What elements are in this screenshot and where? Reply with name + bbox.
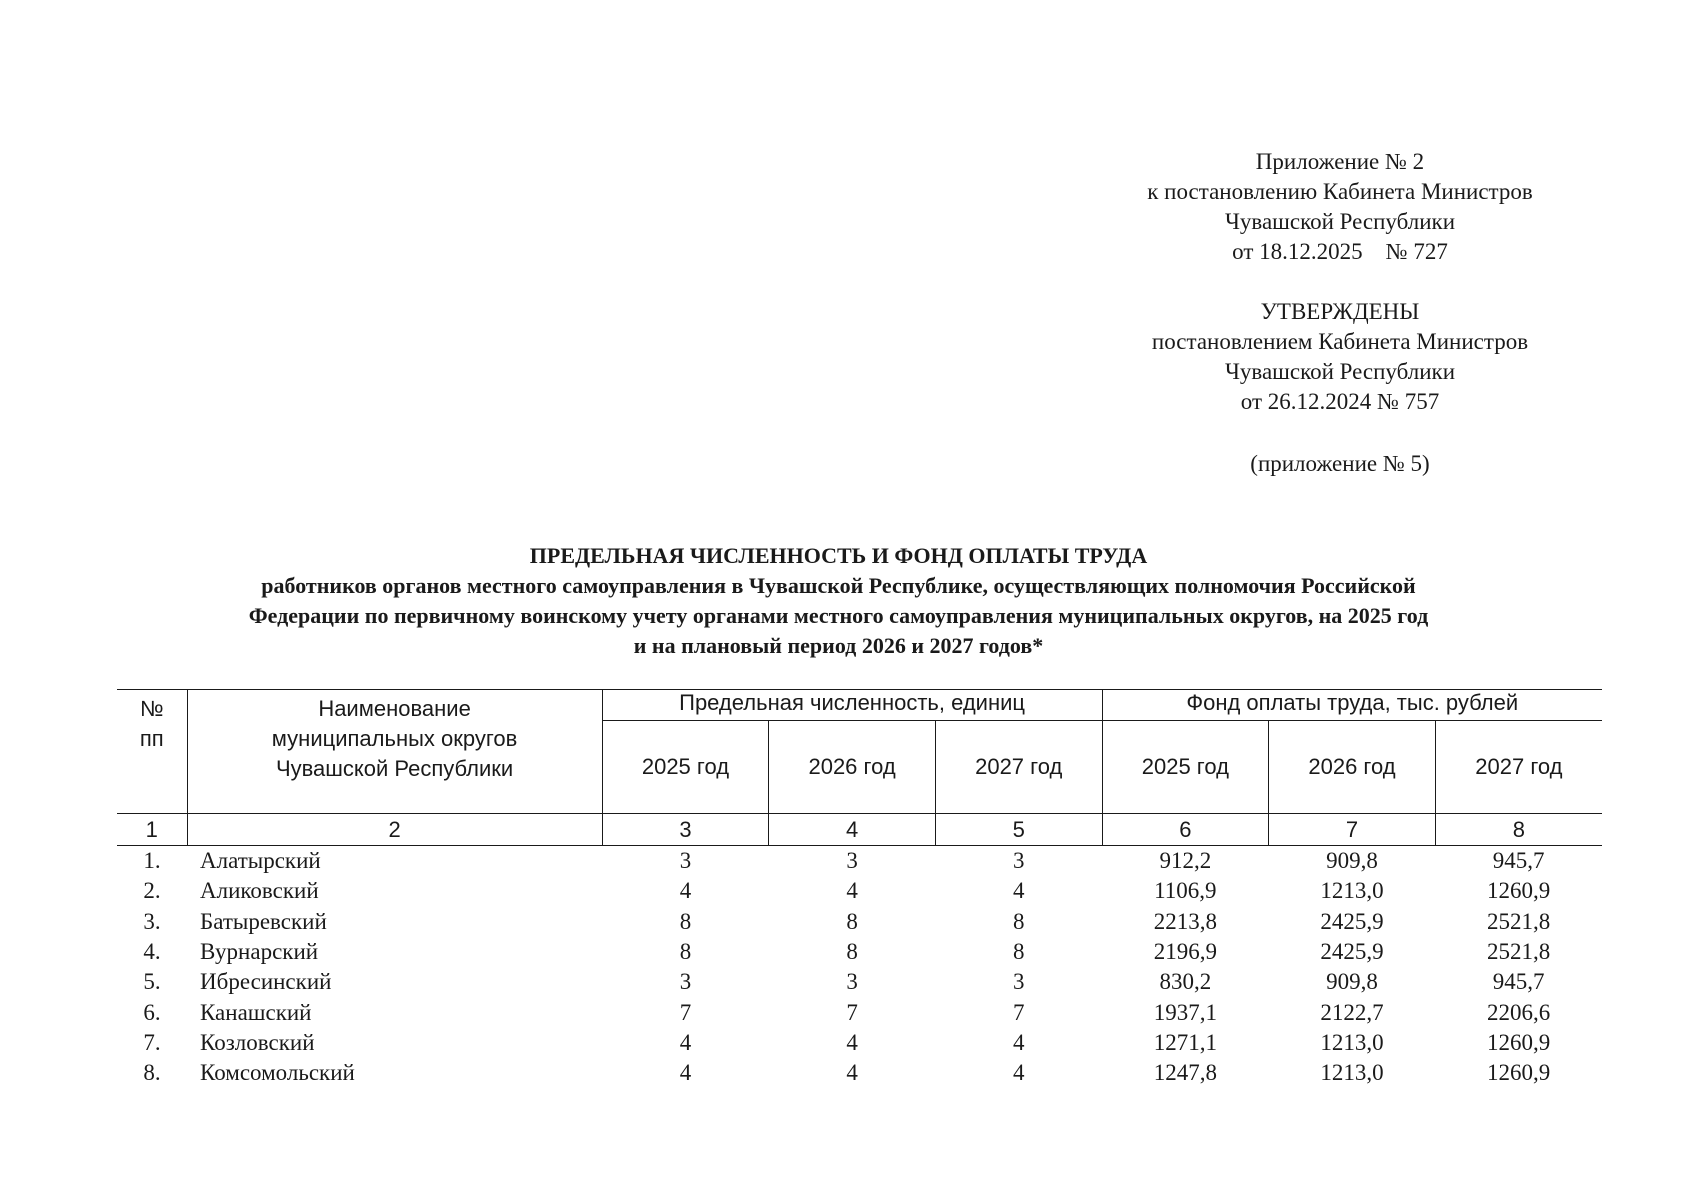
- row-number: 5.: [143, 969, 161, 995]
- header-fund-group: Фонд оплаты труда, тыс. рублей: [1102, 690, 1602, 721]
- fund-2025: 912,2: [1159, 848, 1212, 874]
- staff-2026: 3: [846, 848, 858, 874]
- column-index: 5: [935, 814, 1102, 846]
- fund-2026: 909,8: [1326, 969, 1378, 995]
- row-number: 7.: [143, 1029, 161, 1055]
- row-number: 2.: [143, 878, 161, 904]
- header-name-line: Наименование: [318, 696, 471, 721]
- approval-line: от 26.12.2024 № 757: [1240, 389, 1440, 414]
- column-index-row: [117, 814, 1602, 846]
- appendix-stamp: [1080, 147, 1600, 267]
- row-number: 1.: [143, 848, 161, 874]
- table-row: [117, 876, 1602, 906]
- district-name: Аликовский: [200, 878, 319, 904]
- district-name: Алатырский: [200, 848, 321, 874]
- staff-2026: 4: [846, 1029, 858, 1055]
- fund-2026: 2122,7: [1320, 999, 1384, 1025]
- staff-2025: 8: [679, 939, 692, 965]
- fund-2025: 1937,1: [1153, 999, 1217, 1025]
- fund-2027: 2521,8: [1487, 939, 1551, 965]
- reference-note: [1080, 449, 1600, 479]
- title-main: ПРЕДЕЛЬНАЯ ЧИСЛЕННОСТЬ И ФОНД ОПЛАТЫ ТРУДА: [529, 543, 1148, 568]
- row-number: 6.: [143, 999, 161, 1025]
- staff-2026: 3: [846, 969, 858, 995]
- column-index: 1: [117, 814, 187, 846]
- appendix-line: от 18.12.2025 № 727: [1232, 239, 1448, 264]
- table-row: [117, 967, 1602, 997]
- fund-2026: 2425,9: [1320, 939, 1384, 965]
- row-number: 4.: [143, 939, 161, 965]
- row-number: 3.: [143, 908, 161, 934]
- staff-2026: 7: [846, 999, 858, 1025]
- fund-2026: 1213,0: [1320, 1029, 1384, 1055]
- fund-2027: 1260,9: [1487, 1060, 1551, 1086]
- title-sub-line: Федерации по первичному воинскому учету органами местного самоуправления муниципальных округов, на 2025 год: [248, 603, 1429, 628]
- staff-2026: 8: [846, 908, 858, 934]
- fund-2027: 945,7: [1492, 848, 1545, 874]
- table-row: [117, 1058, 1602, 1088]
- header-year: 2026 год: [1269, 721, 1436, 814]
- header-name: [187, 690, 602, 814]
- staff-2027: 8: [1012, 939, 1025, 965]
- column-index: 8: [1435, 814, 1602, 846]
- limits-table: [117, 689, 1602, 1088]
- staff-2025: 4: [679, 878, 692, 904]
- district-name: Вурнарский: [200, 939, 319, 965]
- column-index: 7: [1269, 814, 1436, 846]
- fund-2027: 1260,9: [1487, 1029, 1551, 1055]
- staff-2025: 3: [679, 848, 692, 874]
- header-year: 2027 год: [935, 721, 1102, 814]
- staff-2025: 7: [679, 999, 692, 1025]
- staff-2025: 4: [679, 1060, 692, 1086]
- approval-line: постановлением Кабинета Министров: [1151, 329, 1529, 354]
- district-name: Ибресинский: [200, 969, 332, 995]
- appendix-line: Приложение № 2: [1255, 149, 1425, 174]
- staff-2027: 3: [1012, 969, 1025, 995]
- staff-2027: 4: [1012, 1060, 1025, 1086]
- header-year: 2026 год: [769, 721, 936, 814]
- district-name: Батыревский: [200, 908, 327, 934]
- header-year: 2027 год: [1435, 721, 1602, 814]
- fund-2025: 2196,9: [1153, 939, 1217, 965]
- staff-2025: 3: [679, 969, 692, 995]
- header-number-line: пп: [139, 726, 164, 751]
- header-number-line: №: [139, 696, 164, 721]
- approval-line: Чувашской Республики: [1224, 359, 1456, 384]
- appendix-line: Чувашской Республики: [1224, 209, 1456, 234]
- staff-2025: 4: [679, 1029, 692, 1055]
- fund-2027: 2206,6: [1487, 999, 1551, 1025]
- staff-2026: 8: [846, 939, 858, 965]
- column-index: 6: [1102, 814, 1269, 846]
- fund-2027: 2521,8: [1487, 908, 1551, 934]
- fund-2025: 1247,8: [1153, 1060, 1217, 1086]
- fund-2025: 1271,1: [1153, 1029, 1217, 1055]
- approval-line: УТВЕРЖДЕНЫ: [1260, 299, 1420, 324]
- header-name-line: Чувашской Республики: [275, 756, 514, 781]
- approval-stamp: [1080, 297, 1600, 417]
- staff-2026: 4: [846, 1060, 858, 1086]
- column-index: 2: [187, 814, 602, 846]
- table-row: [117, 997, 1602, 1027]
- district-name: Козловский: [200, 1029, 315, 1055]
- fund-2025: 1106,9: [1154, 878, 1217, 904]
- fund-2027: 1260,9: [1487, 878, 1551, 904]
- district-name: Комсомольский: [200, 1060, 355, 1086]
- fund-2026: 1213,0: [1320, 878, 1384, 904]
- column-index: 3: [602, 814, 769, 846]
- staff-2025: 8: [679, 908, 692, 934]
- fund-2026: 909,8: [1326, 848, 1378, 874]
- staff-2027: 4: [1012, 878, 1025, 904]
- row-number: 8.: [143, 1060, 161, 1086]
- title-sub-line: работников органов местного самоуправления в Чувашской Республике, осуществляющих полномочия Российской: [261, 573, 1416, 598]
- staff-2027: 8: [1012, 908, 1025, 934]
- column-index: 4: [769, 814, 936, 846]
- table-row: [117, 846, 1602, 877]
- header-year: 2025 год: [602, 721, 769, 814]
- header-staff-group: Предельная численность, единиц: [602, 690, 1102, 721]
- fund-2025: 2213,8: [1153, 908, 1217, 934]
- staff-2027: 7: [1012, 999, 1025, 1025]
- fund-2026: 2425,9: [1320, 908, 1384, 934]
- fund-2025: 830,2: [1159, 969, 1212, 995]
- appendix-line: к постановлению Кабинета Министров: [1147, 179, 1533, 204]
- table-row: [117, 937, 1602, 967]
- staff-2027: 3: [1012, 848, 1025, 874]
- table-row: [117, 1028, 1602, 1058]
- table-row: [117, 907, 1602, 937]
- title-sub-line: и на плановый период 2026 и 2027 годов*: [633, 633, 1044, 658]
- staff-2027: 4: [1012, 1029, 1025, 1055]
- reference-line: (приложение № 5): [1250, 451, 1430, 476]
- document-title: [120, 541, 1557, 661]
- fund-2027: 945,7: [1492, 969, 1545, 995]
- district-name: Канашский: [200, 999, 312, 1025]
- staff-2026: 4: [846, 878, 858, 904]
- header-name-line: муниципальных округов: [271, 726, 518, 751]
- fund-2026: 1213,0: [1320, 1060, 1384, 1086]
- header-number: [117, 690, 187, 814]
- header-year: 2025 год: [1102, 721, 1269, 814]
